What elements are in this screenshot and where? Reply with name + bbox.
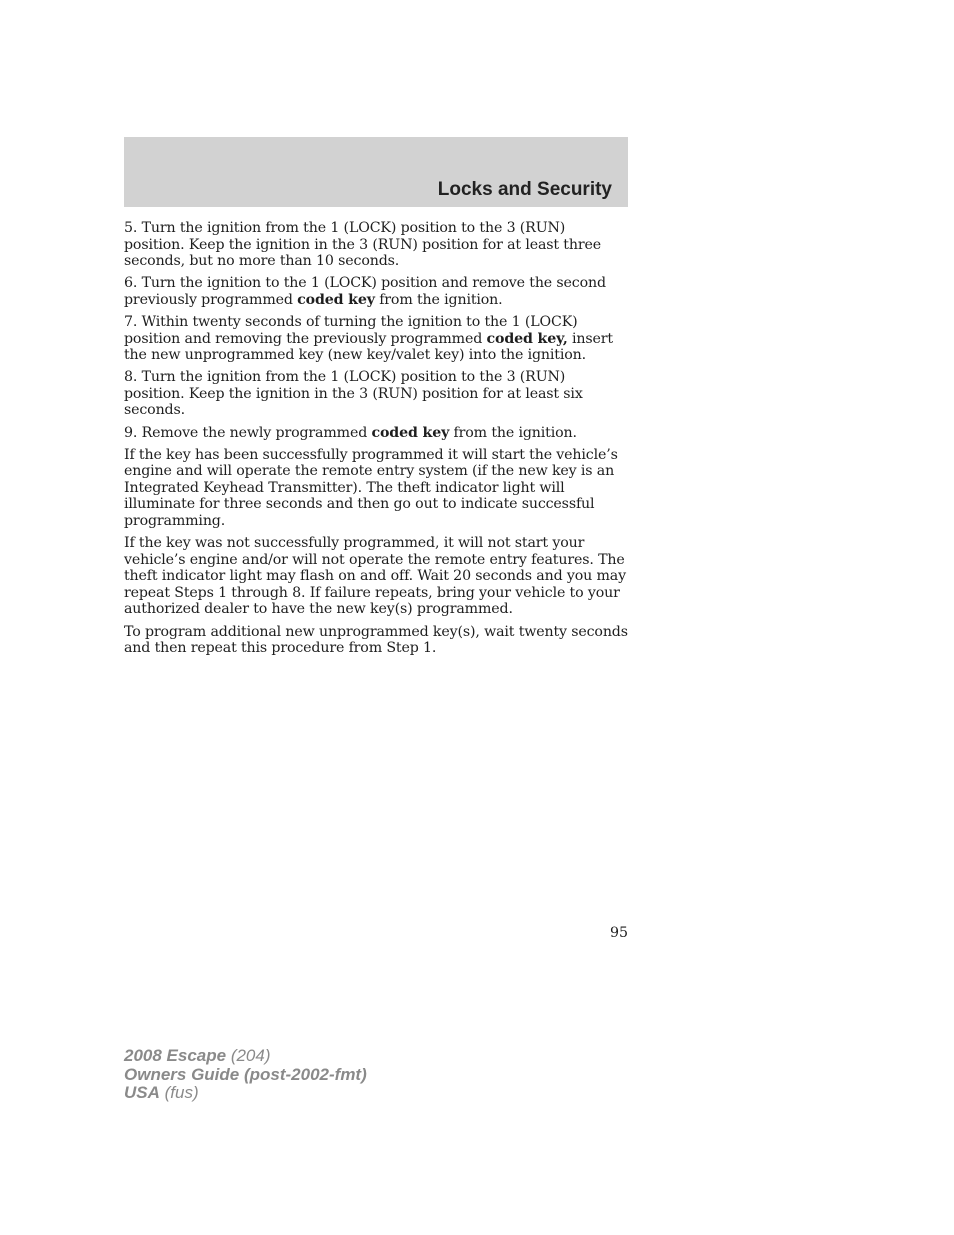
step-7-text-before: 7. Within twenty seconds of turning the ignition to the 1 (LOCK) position and removing the previously programmed — [124, 314, 578, 347]
step-9-text-before: 9. Remove the newly programmed — [124, 424, 372, 441]
step-6 — [124, 275, 628, 308]
page-number: 95 — [609, 925, 628, 941]
footer-guide-title: Owners Guide (post-2002-fmt) — [124, 1064, 367, 1084]
footer-region: USA — [124, 1083, 160, 1102]
page-content — [124, 220, 628, 662]
step-5: 5. Turn the ignition from the 1 (LOCK) position to the 3 (RUN) position. Keep the ignition in the 3 (RUN) position for at least three seconds, but no more than 10 seconds. — [124, 220, 601, 269]
step-7-text-after: insert the new unprogrammed key (new key/valet key) into the ignition. — [124, 330, 613, 364]
success-paragraph: If the key has been successfully programmed it will start the vehicle’s engine and will operate the remote entry system (if the new key is an Integrated Keyhead Transmitter). The theft indicator light will illuminate for three seconds and then go out to indicate successful programming. — [124, 446, 618, 529]
step-7-bold-term: coded key, — [486, 330, 568, 347]
footer-region-code: (fus) — [159, 1083, 199, 1102]
step-6-text-before: 6. Turn the ignition to the 1 (LOCK) position and remove the second previously programmed — [124, 275, 606, 308]
footer-line-model — [124, 1047, 367, 1066]
step-8: 8. Turn the ignition from the 1 (LOCK) position to the 3 (RUN) position. Keep the ignition in the 3 (RUN) position for at least six seconds. — [124, 369, 583, 419]
step-7 — [124, 314, 628, 364]
footer-line-region — [124, 1084, 367, 1103]
step-9 — [124, 425, 628, 442]
failure-paragraph: If the key was not successfully programmed, it will not start your vehicle’s engine and/or will not operate the remote entry features. The theft indicator light may flash on and off. Wait 20 seconds and you may repeat Steps 1 through 8. If failure repeats, bring your vehicle to your authorized dealer to have the new key(s) programmed. — [124, 535, 626, 618]
footer-model-code: (204) — [226, 1046, 271, 1065]
additional-keys-paragraph: To program additional new unprogrammed key(s), wait twenty seconds and then repeat this procedure from Step 1. — [124, 623, 628, 657]
footer-model: 2008 Escape — [124, 1046, 227, 1065]
step-6-text-after: from the ignition. — [374, 291, 503, 308]
section-header-band — [124, 137, 628, 207]
step-9-text-after: from the ignition. — [449, 424, 577, 441]
step-6-bold-term: coded key — [297, 291, 375, 308]
step-9-bold-term: coded key — [371, 424, 450, 441]
document-footer — [124, 1047, 367, 1103]
section-title: Locks and Security — [437, 179, 612, 200]
